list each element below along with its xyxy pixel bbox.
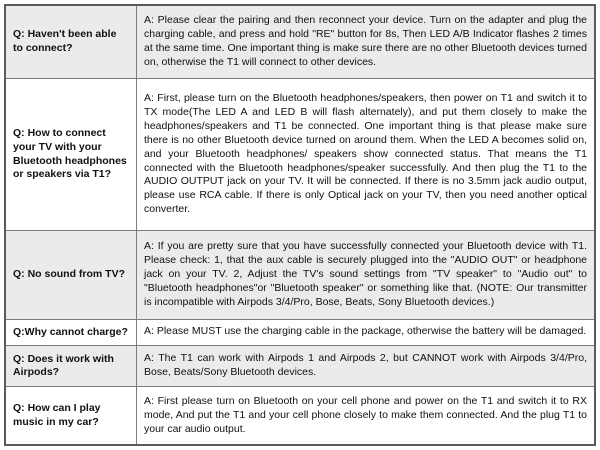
answer-cell: A: Please clear the pairing and then reconnect your device. Turn on the adapter and plug the charging cable, and press and hold "RE" button for 8s, Then LED A/B Indicator flashes 2 times at the same time. One important thing is make sure there are no other Bluetooth devices turned on, otherwise the T1 will connect to other devices. — [137, 5, 596, 79]
faq-row — [5, 319, 595, 345]
answer-cell: A: If you are pretty sure that you have successfully connected your Bluetooth device with T1. Please check: 1, that the aux cable is securely plugged into the "AUDIO OUT" or headphone jack on your TV. 2, Adjust the TV's sound settings from "TV speaker" to "Audio out" to "Bluetooth headphones"or "Bluetooth speaker" or something like that. (NOTE: Our transmitter is incompatible with Airpods 3/4/Pro, Bose, Beats, Sony Bluetooth devices.) — [137, 231, 596, 320]
answer-cell: A: First please turn on Bluetooth on your cell phone and power on the T1 and switch it to RX mode, And put the T1 and your cell phone closely to make them connected. And the plug T1 to your car audio output. — [137, 387, 596, 445]
question-cell: Q: No sound from TV? — [5, 231, 137, 320]
faq-row — [5, 387, 595, 445]
answer-cell: A: First, please turn on the Bluetooth headphones/speakers, then power on T1 and switch it to TX mode(The LED A and LED B will flash alternately), and put them closely to make the headphones/speakers and T1 be connected. One important thing is that please make sure there is no other Bluetooth device turned on around them. When the LED A becomes solid on, and your Bluetooth headphones/ speakers show connected status. That means the T1 connected with the Bluetooth headphones/speaker successfully. And then plug the T1 to the AUDIO OUTPUT jack on your TV. It will be connected. If there is no 3.5mm jack audio output, please use RCA cable. If there is only Optical jack on your TV, then you need another optical converter. — [137, 79, 596, 231]
faq-row — [5, 345, 595, 387]
question-cell: Q: Haven't been able to connect? — [5, 5, 137, 79]
answer-cell: A: The T1 can work with Airpods 1 and Airpods 2, but CANNOT work with Airpods 3/4/Pro, Bose, Beats/Sony Bluetooth devices. — [137, 345, 596, 387]
faq-table — [4, 4, 596, 446]
faq-row — [5, 79, 595, 231]
question-cell: Q:Why cannot charge? — [5, 319, 137, 345]
question-cell: Q: How to connect your TV with your Bluetooth headphones or speakers via T1? — [5, 79, 137, 231]
faq-row — [5, 5, 595, 79]
faq-row — [5, 231, 595, 320]
question-cell: Q: Does it work with Airpods? — [5, 345, 137, 387]
answer-cell: A: Please MUST use the charging cable in the package, otherwise the battery will be damaged. — [137, 319, 596, 345]
question-cell: Q: How can I play music in my car? — [5, 387, 137, 445]
